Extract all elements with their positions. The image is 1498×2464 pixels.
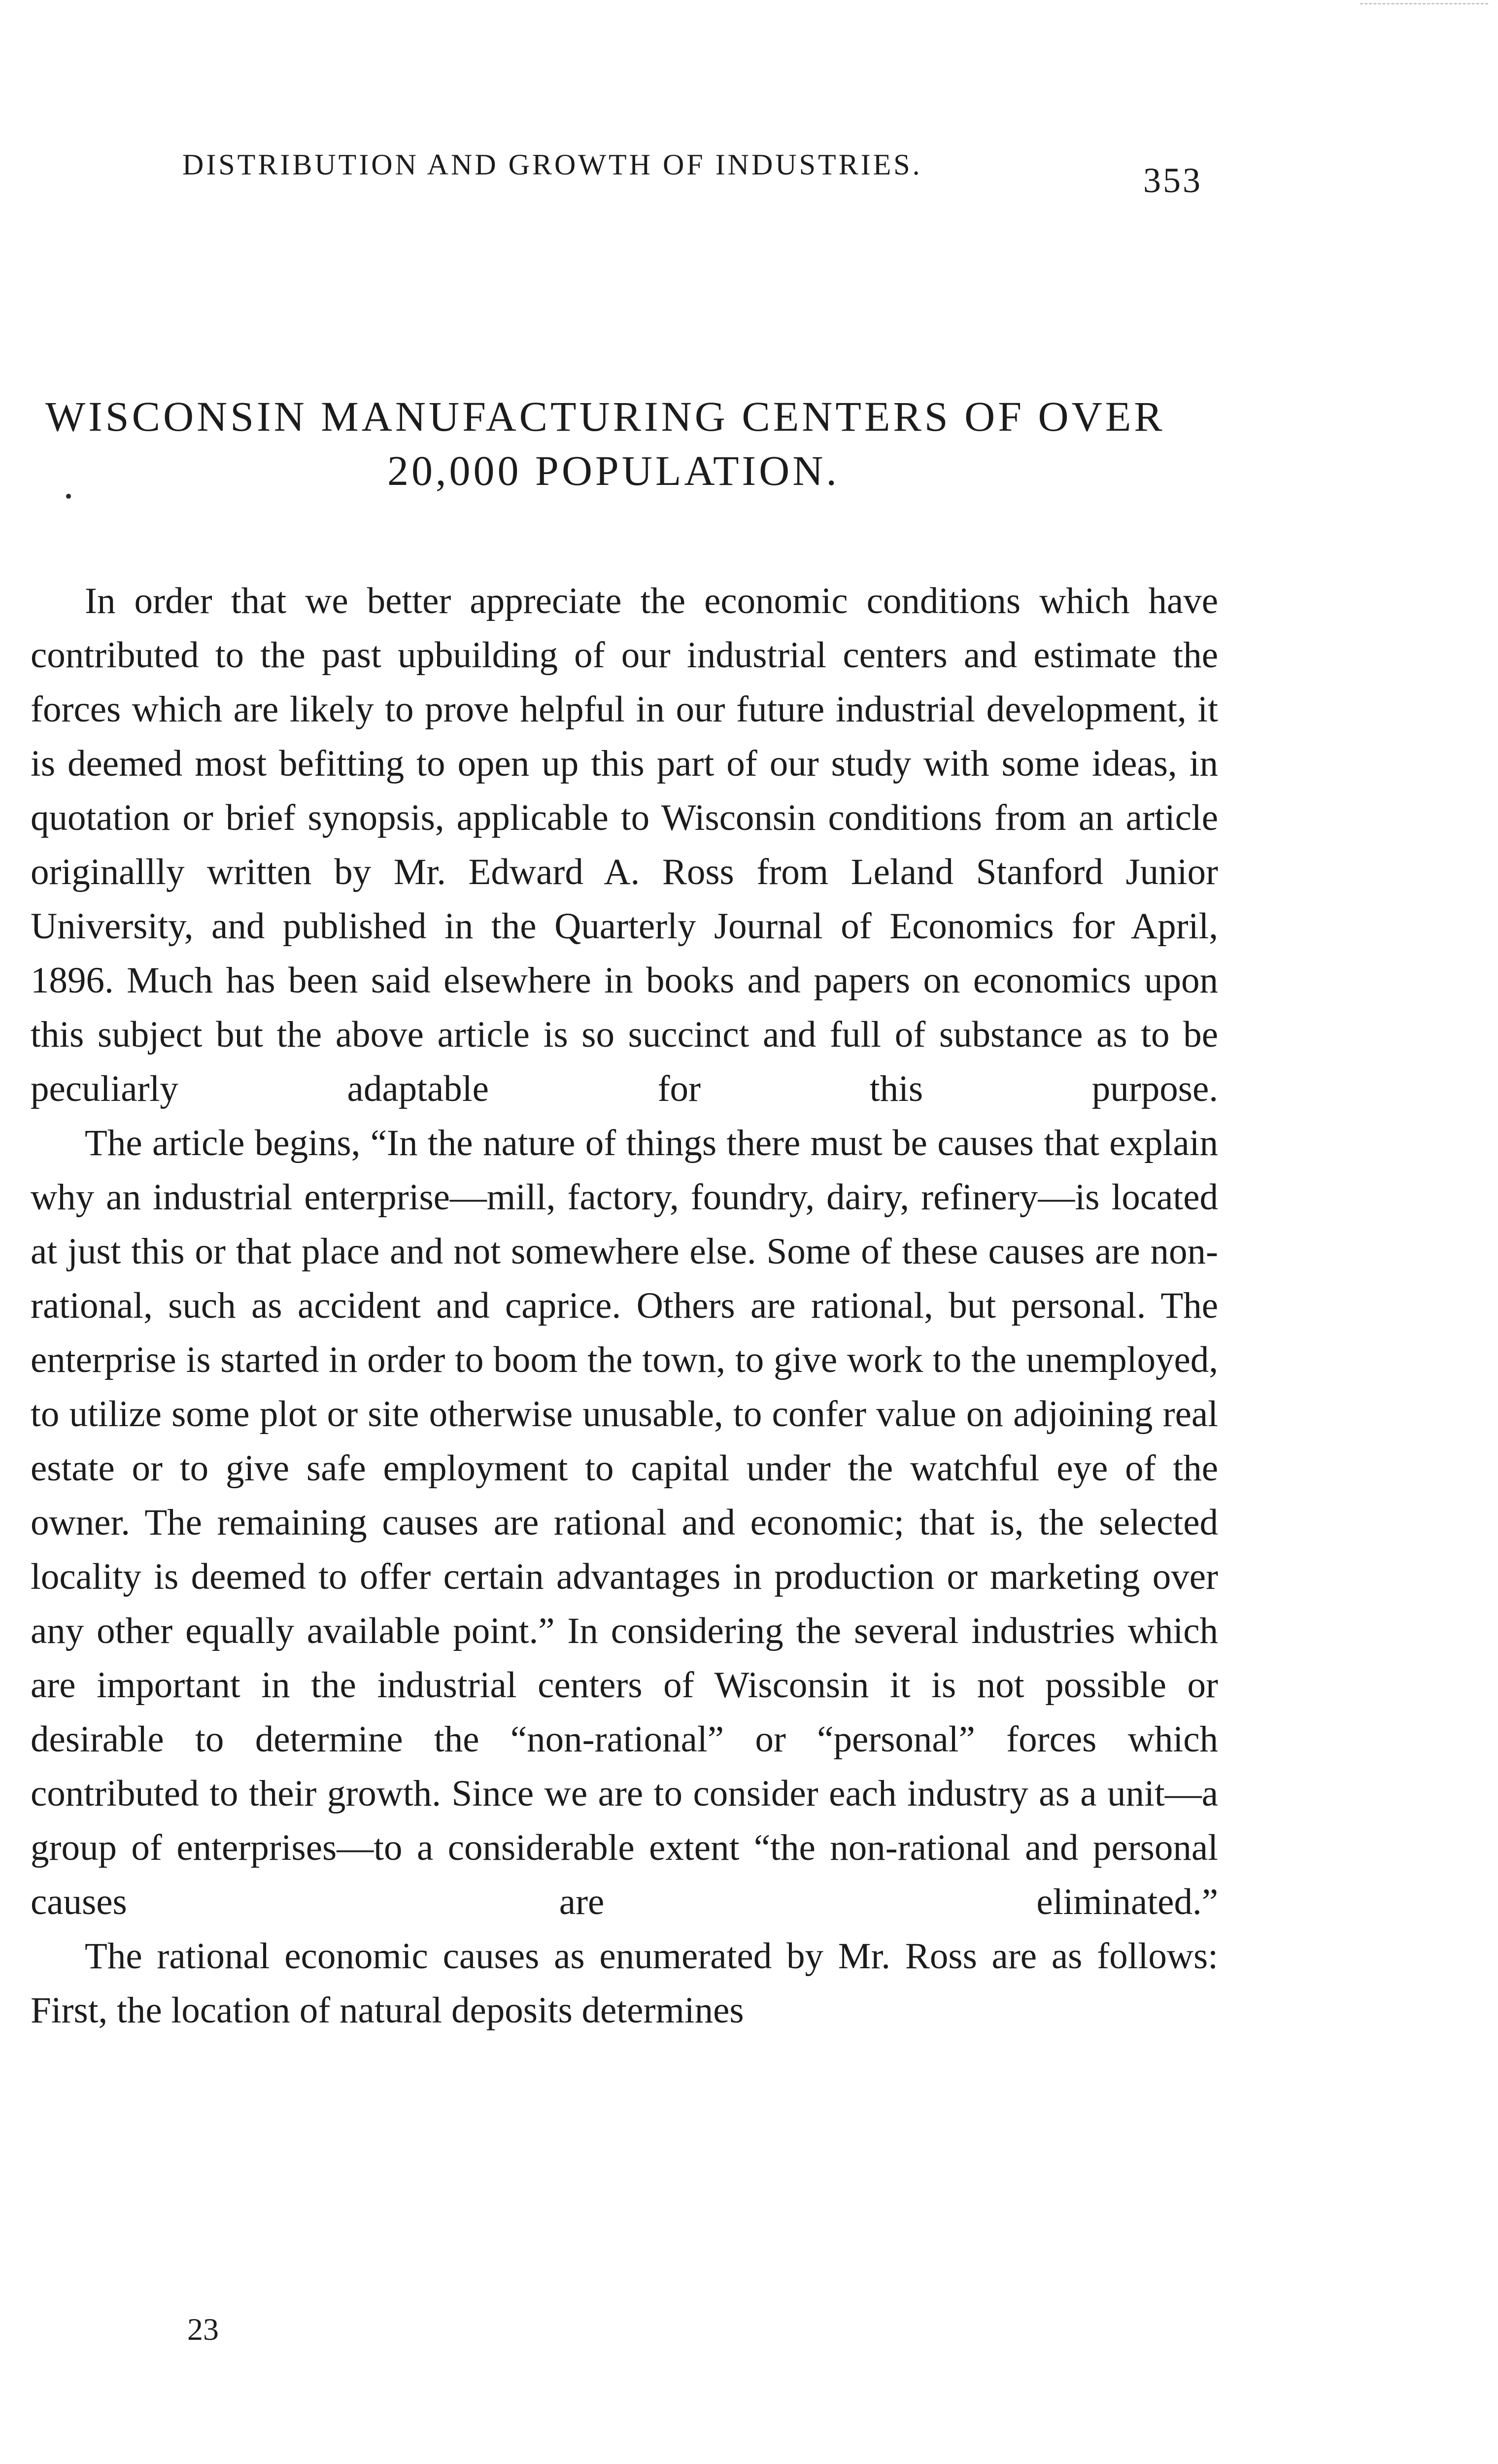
section-title-line-2: 20,000 POPULATION.	[387, 447, 840, 494]
signature-mark: 23	[187, 2312, 219, 2347]
section-title-line-1: WISCONSIN MANUFACTURING CENTERS OF OVER	[45, 393, 1165, 440]
scan-edge-mark	[1360, 3, 1488, 6]
page-number: 353	[1143, 161, 1202, 200]
paragraph-3: The rational economic causes as enumerated by Mr. Ross are as follows: First, the location of natural deposits determines	[31, 1936, 1218, 2031]
body-text	[31, 574, 1218, 2038]
paragraph-2: The article begins, “In the nature of things there must be causes that explain why an industrial enterprise—mill, factory, foundry, dairy, refinery—is located at just this or that place and not somewhere else. Some of these causes are non-rational, such as accident and caprice. Others are rational, but personal. The enterprise is started in order to boom the town, to give work to the unemployed, to utilize some plot or site otherwise unusable, to confer value on adjoining real estate or to give safe employment to capital under the watchful eye of the owner. The remaining causes are rational and economic; that is, the selected locality is deemed to offer certain advantages in production or marketing over any other equally available point.” In considering the several industries which are important in the industrial centers of Wisconsin it is not possible or desirable to determine the “non-rational” or “personal” forces which contributed to their growth. Since we are to consider each industry as a unit—a group of enterprises—to a considerable extent “the non-rational and personal causes are eliminated.”	[31, 1123, 1218, 1922]
print-speck	[66, 494, 71, 499]
running-header-title: DISTRIBUTION AND GROWTH OF INDUSTRIES.	[182, 148, 922, 181]
paragraph-1: In order that we better appreciate the economic conditions which have contributed to the past upbuilding of our industrial centers and estimate the forces which are likely to prove helpful in our future industrial development, it is deemed most befitting to open up this part of our study with some ideas, in quotation or brief synopsis, applicable to Wisconsin conditions from an article originallly written by Mr. Edward A. Ross from Leland Stanford Junior University, and published in the Quarterly Journal of Economics for April, 1896. Much has been said elsewhere in books and papers on economics upon this subject but the above article is so succinct and full of substance as to be peculiarly adaptable for this purpose.	[31, 581, 1218, 1109]
